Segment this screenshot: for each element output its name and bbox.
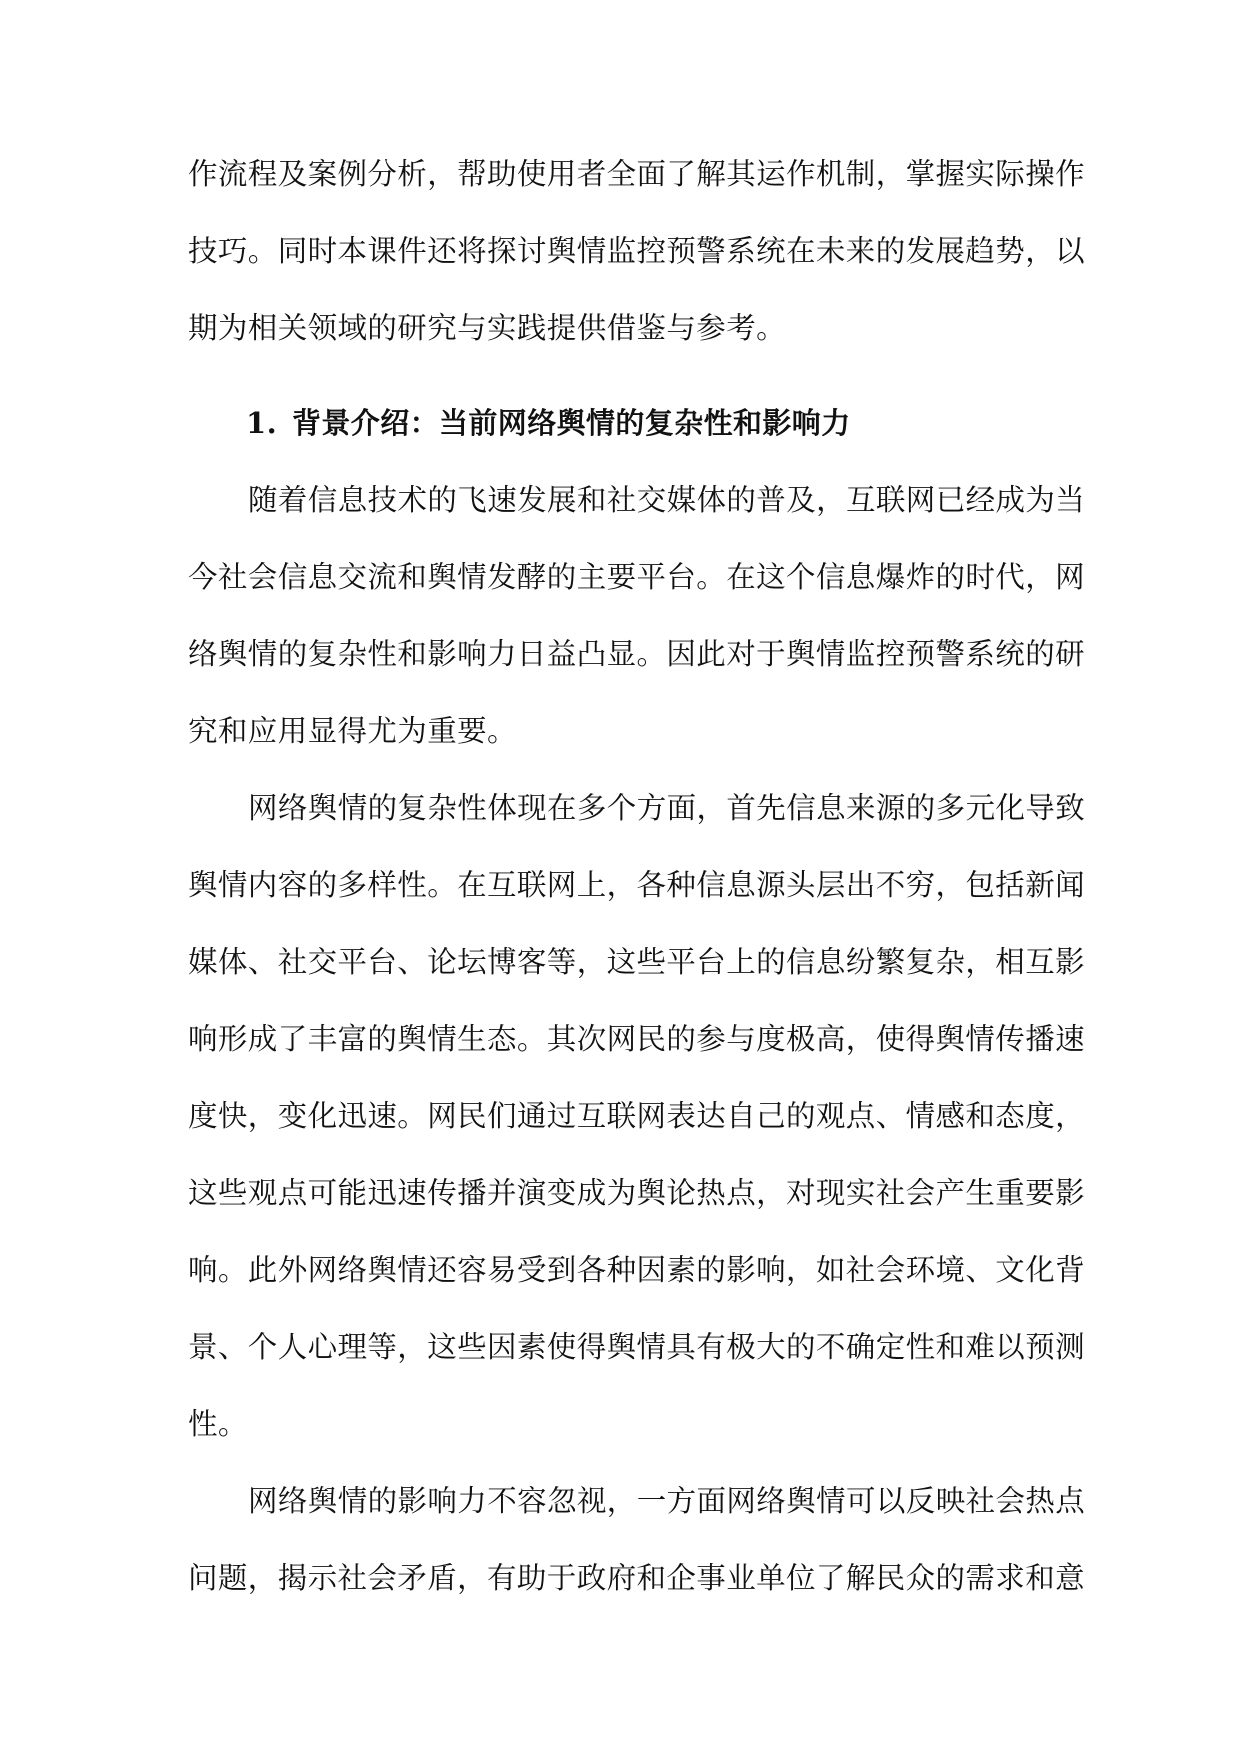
text-line: 网络舆情的复杂性体现在多个方面，首先信息来源的多元化导致 (248, 791, 1086, 825)
text-line: 网络舆情的影响力不容忽视，一方面网络舆情可以反映社会热点 (248, 1484, 1086, 1518)
text-line: 期为相关领域的研究与实践提供借鉴与参考。 (188, 311, 787, 345)
intro-paragraph (188, 136, 1086, 367)
text-line: 今社会信息交流和舆情发酵的主要平台。在这个信息爆炸的时代，网 (188, 560, 1086, 594)
document-body (188, 136, 1086, 1617)
paragraph-1 (188, 462, 1086, 770)
text-line: 响。此外网络舆情还容易受到各种因素的影响，如社会环境、文化背 (188, 1253, 1086, 1287)
text-line: 响形成了丰富的舆情生态。其次网民的参与度极高，使得舆情传播速 (188, 1022, 1086, 1056)
text-line: 随着信息技术的飞速发展和社交媒体的普及，互联网已经成为当 (248, 483, 1086, 517)
text-line: 舆情内容的多样性。在互联网上，各种信息源头层出不穷，包括新闻 (188, 868, 1086, 902)
text-line: 技巧。同时本课件还将探讨舆情监控预警系统在未来的发展趋势，以 (188, 234, 1086, 268)
paragraph-3 (188, 1463, 1086, 1617)
section-number: 1. (246, 406, 278, 440)
text-line: 作流程及案例分析，帮助使用者全面了解其运作机制，掌握实际操作 (188, 157, 1086, 191)
text-line: 这些观点可能迅速传播并演变成为舆论热点，对现实社会产生重要影 (188, 1176, 1086, 1210)
section-title: 背景介绍：当前网络舆情的复杂性和影响力 (292, 406, 851, 440)
text-line: 景、个人心理等，这些因素使得舆情具有极大的不确定性和难以预测 (188, 1330, 1086, 1364)
text-line: 性。 (188, 1407, 248, 1441)
section-heading (188, 385, 1056, 462)
text-line: 络舆情的复杂性和影响力日益凸显。因此对于舆情监控预警系统的研 (188, 637, 1086, 671)
section-spacer (188, 367, 1056, 385)
text-line: 问题，揭示社会矛盾，有助于政府和企事业单位了解民众的需求和意 (188, 1561, 1086, 1595)
text-line: 究和应用显得尤为重要。 (188, 714, 517, 748)
text-line: 媒体、社交平台、论坛博客等，这些平台上的信息纷繁复杂，相互影 (188, 945, 1086, 979)
paragraph-2 (188, 770, 1086, 1463)
text-line: 度快，变化迅速。网民们通过互联网表达自己的观点、情感和态度， (188, 1099, 1086, 1133)
